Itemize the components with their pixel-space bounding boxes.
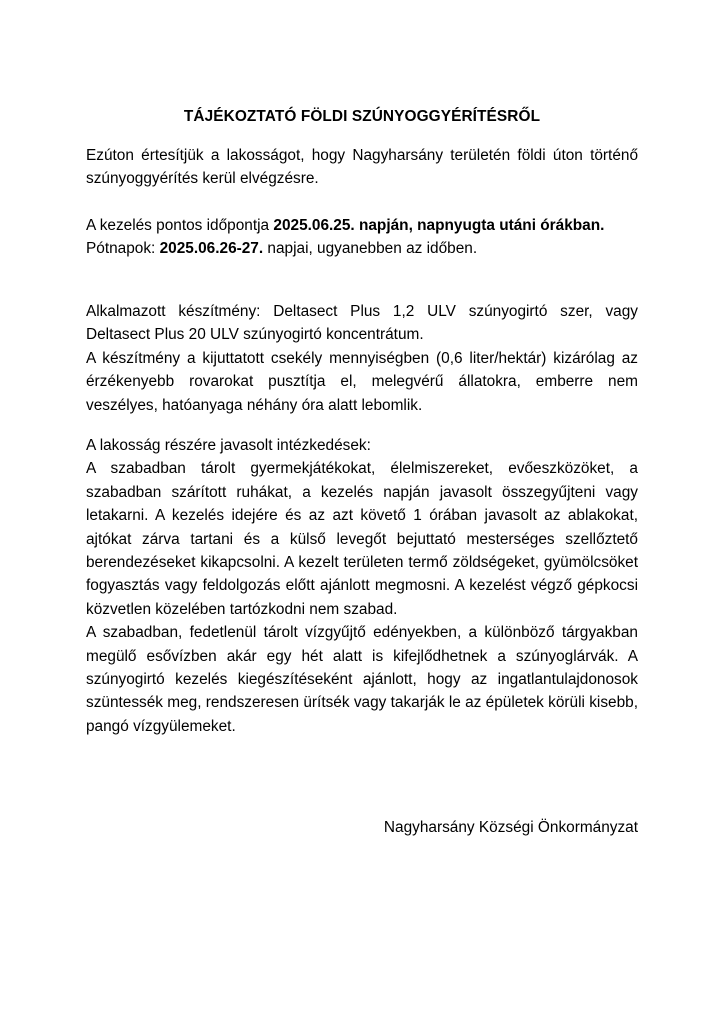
treatment-date-prefix: A kezelés pontos időpontja — [86, 217, 274, 234]
backup-days-value: 2025.06.26-27. — [159, 240, 264, 258]
document-title: TÁJÉKOZTATÓ FÖLDI SZÚNYOGGYÉRÍTÉSRŐL — [183, 108, 541, 125]
product-section — [86, 300, 638, 417]
measures-paragraph-2: A szabadban, fedetlenül tárolt vízgyűjtő edényekben, a különböző tárgyakban megülő esővízben akár egy hét alatt is kifejlődhetnek a szúnyoglárvák. A szúnyogirtó kezelés kiegészítéseként ajánlott, hogy az ingatlantulajdonosok szüntessék meg, rendszeresen ürítsék vagy takarják le az épületek körüli kisebb, pangó vízgyülemeket. — [86, 624, 638, 735]
treatment-date-value: 2025.06.25. napján, napnyugta utáni órákban. — [273, 217, 605, 234]
intro-text: Ezúton értesítjük a lakosságot, hogy Nagyharsány területén földi úton történő szúnyoggyérítés kerül elvégzésre. — [86, 147, 638, 188]
backup-days-suffix: napjai, ugyanebben az időben. — [263, 240, 478, 258]
signature: Nagyharsány Községi Önkormányzat — [383, 819, 638, 836]
intro-paragraph — [86, 144, 638, 191]
product-effect: A készítmény a kijuttatott csekély mennyiségben (0,6 liter/hektár) kizárólag az érzékenyebb rovarokat pusztítja el, melegvérű állatokra, emberre nem veszélyes, hatóanyaga néhány óra alatt lebomlik. — [86, 349, 638, 414]
backup-days-prefix: Pótnapok: — [86, 240, 160, 258]
product-line: Alkalmazott készítmény: Deltasect Plus 1,2 ULV szúnyogirtó szer, vagy Deltasect Plus 20 ULV szúnyogirtó koncentrátum. — [86, 303, 638, 344]
measures-paragraph-1: A szabadban tárolt gyermekjátékokat, élelmiszereket, evőeszközöket, a szabadban szárított ruhákat, a kezelés napján javasolt összegyűjteni vagy letakarni. A kezelés idejére és az azt követő 1 órában javasolt az ablakokat, ajtókat zárva tartani és a külső levegőt bejuttató mesterséges szellőztető berendezéseket kikapcsolni. A kezelt területen termő zöldségeket, gyümölcsöket fogyasztás vagy feldolgozás előtt ajánlott megmosni. A kezelést végző gépkocsi közvetlen közelében tartózkodni nem szabad. — [86, 460, 638, 618]
treatment-date-line — [86, 214, 638, 237]
treatment-schedule — [86, 214, 638, 261]
backup-days-line — [86, 237, 638, 260]
measures-heading: A lakosság részére javasolt intézkedések: — [86, 437, 371, 454]
measures-section — [86, 434, 638, 738]
